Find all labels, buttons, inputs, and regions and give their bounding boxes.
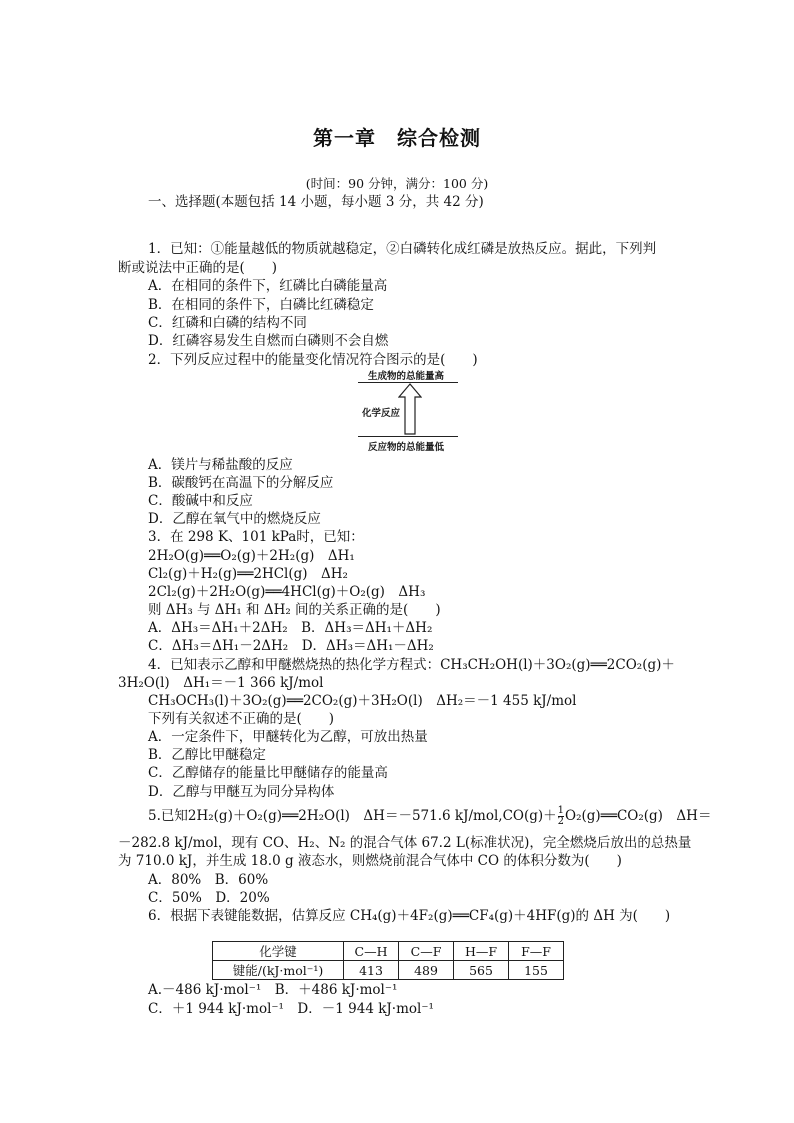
table-header-cell: F—F — [509, 942, 564, 961]
table-header-row — [213, 942, 564, 961]
q6-options-ab: A.－486 kJ·mol⁻¹ B．＋486 kJ·mol⁻¹ — [148, 982, 398, 998]
q4-stem-line1: 4．已知表示乙醇和甲醚燃烧热的热化学方程式：CH₃CH₂OH(l)＋3O₂(g)══2CO₂(g)＋ — [148, 657, 675, 673]
up-arrow-icon — [398, 383, 422, 435]
q1-stem-line2: 断或说法中正确的是( ) — [118, 260, 278, 276]
table-header-cell: H—F — [454, 942, 509, 961]
q3-options-ab: A．ΔH₃＝ΔH₁＋2ΔH₂ B．ΔH₃＝ΔH₁＋ΔH₂ — [148, 620, 433, 636]
q3-question: 则 ΔH₃ 与 ΔH₁ 和 ΔH₂ 间的关系正确的是( ) — [148, 602, 441, 618]
reactants-energy-line — [358, 436, 458, 437]
diagram-label-products-high: 生成物的总能量高 — [368, 371, 445, 382]
q3-equation-3: 2Cl₂(g)＋2H₂O(g)══4HCl(g)＋O₂(g) ΔH₃ — [148, 584, 426, 600]
q6-options-cd: C．＋1 944 kJ·mol⁻¹ D．－1 944 kJ·mol⁻¹ — [148, 1001, 434, 1017]
q5-options-ab: A．80% B．60% — [148, 872, 269, 888]
q1-option-b: B．在相同的条件下，白磷比红磷稳定 — [148, 297, 374, 313]
diagram-label-reactants-low: 反应物的总能量低 — [368, 442, 445, 453]
table-header-cell: 化学键 — [213, 942, 344, 961]
q3-equation-2: Cl₂(g)＋H₂(g)══2HCl(g) ΔH₂ — [148, 566, 348, 582]
q5-stem-part2: O₂(g)══CO₂(g) ΔH＝ — [565, 808, 712, 824]
q1-stem-line1: 1．已知：①能量越低的物质就越稳定，②白磷转化成红磷是放热反应。据此，下列判 — [148, 241, 657, 257]
q2-option-d: D．乙醇在氧气中的燃烧反应 — [148, 511, 321, 527]
q5-stem-part1: 5.已知2H₂(g)＋O₂(g)══2H₂O(l) ΔH＝－571.6 kJ/mol,CO(g)＋ — [148, 808, 557, 824]
q5-stem-line2: －282.8 kJ/mol，现有 CO、H₂、N₂ 的混合气体 67.2 L(标准状况)，完全燃烧后放出的总热量 — [118, 835, 692, 851]
table-cell: 489 — [399, 961, 454, 980]
half-fraction — [558, 806, 564, 827]
table-row-label: 键能/(kJ·mol⁻¹) — [213, 961, 344, 980]
q6-stem: 6．根据下表键能数据，估算反应 CH₄(g)＋4F₂(g)══CF₄(g)＋4HF(g)的 ΔH 为( ) — [148, 908, 671, 924]
q3-stem: 3．在 298 K、101 kPa时，已知： — [148, 529, 364, 545]
table-cell: 565 — [454, 961, 509, 980]
table-cell: 155 — [509, 961, 564, 980]
q4-option-d: D．乙醇与甲醚互为同分异构体 — [148, 784, 335, 800]
q1-option-c: C．红磷和白磷的结构不同 — [148, 315, 307, 331]
q2-stem: 2．下列反应过程中的能量变化情况符合图示的是( ) — [148, 352, 478, 368]
q4-stem-line2: 3H₂O(l) ΔH₁＝－1 366 kJ/mol — [118, 675, 324, 691]
q2-option-a: A．镁片与稀盐酸的反应 — [148, 457, 293, 473]
energy-diagram — [358, 366, 458, 454]
table-header-cell: C—F — [399, 942, 454, 961]
q2-option-b: B．碳酸钙在高温下的分解反应 — [148, 475, 334, 491]
q5-options-cd: C．50% D．20% — [148, 890, 270, 906]
q3-equation-1: 2H₂O(g)══O₂(g)＋2H₂(g) ΔH₁ — [148, 548, 355, 564]
table-row — [213, 961, 564, 980]
q5-stem-line3: 为 710.0 kJ，并生成 18.0 g 液态水，则燃烧前混合气体中 CO 的体积分数为( ) — [118, 853, 622, 869]
q1-option-a: A．在相同的条件下，红磷比白磷能量高 — [148, 278, 388, 294]
q4-equation-2: CH₃OCH₃(l)＋3O₂(g)══2CO₂(g)＋3H₂O(l) ΔH₂＝－1 455 kJ/mol — [148, 693, 577, 709]
diagram-label-reaction: 化学反应 — [362, 408, 401, 419]
fraction-denominator: 2 — [557, 816, 565, 827]
table-cell: 413 — [344, 961, 399, 980]
table-header-cell: C—H — [344, 942, 399, 961]
section-heading: 一、选择题(本题包括 14 小题，每小题 3 分，共 42 分) — [148, 194, 484, 210]
q4-question: 下列有关叙述不正确的是( ) — [148, 711, 335, 727]
fraction-numerator: 1 — [557, 805, 565, 816]
q2-option-c: C．酸碱中和反应 — [148, 493, 253, 509]
bond-energy-table — [212, 941, 564, 980]
q4-option-c: C．乙醇储存的能量比甲醚储存的能量高 — [148, 765, 388, 781]
exam-meta: (时间：90 分钟，满分：100 分) — [305, 176, 489, 191]
q5-stem-line1 — [148, 806, 711, 827]
q4-option-a: A．一定条件下，甲醚转化为乙醇，可放出热量 — [148, 729, 428, 745]
q1-option-d: D．红磷容易发生自燃而白磷则不会自燃 — [148, 333, 389, 349]
q4-option-b: B．乙醇比甲醚稳定 — [148, 747, 266, 763]
q3-options-cd: C．ΔH₃＝ΔH₁－2ΔH₂ D．ΔH₃＝ΔH₁－ΔH₂ — [148, 638, 434, 654]
page-title: 第一章 综合检测 — [313, 126, 481, 150]
